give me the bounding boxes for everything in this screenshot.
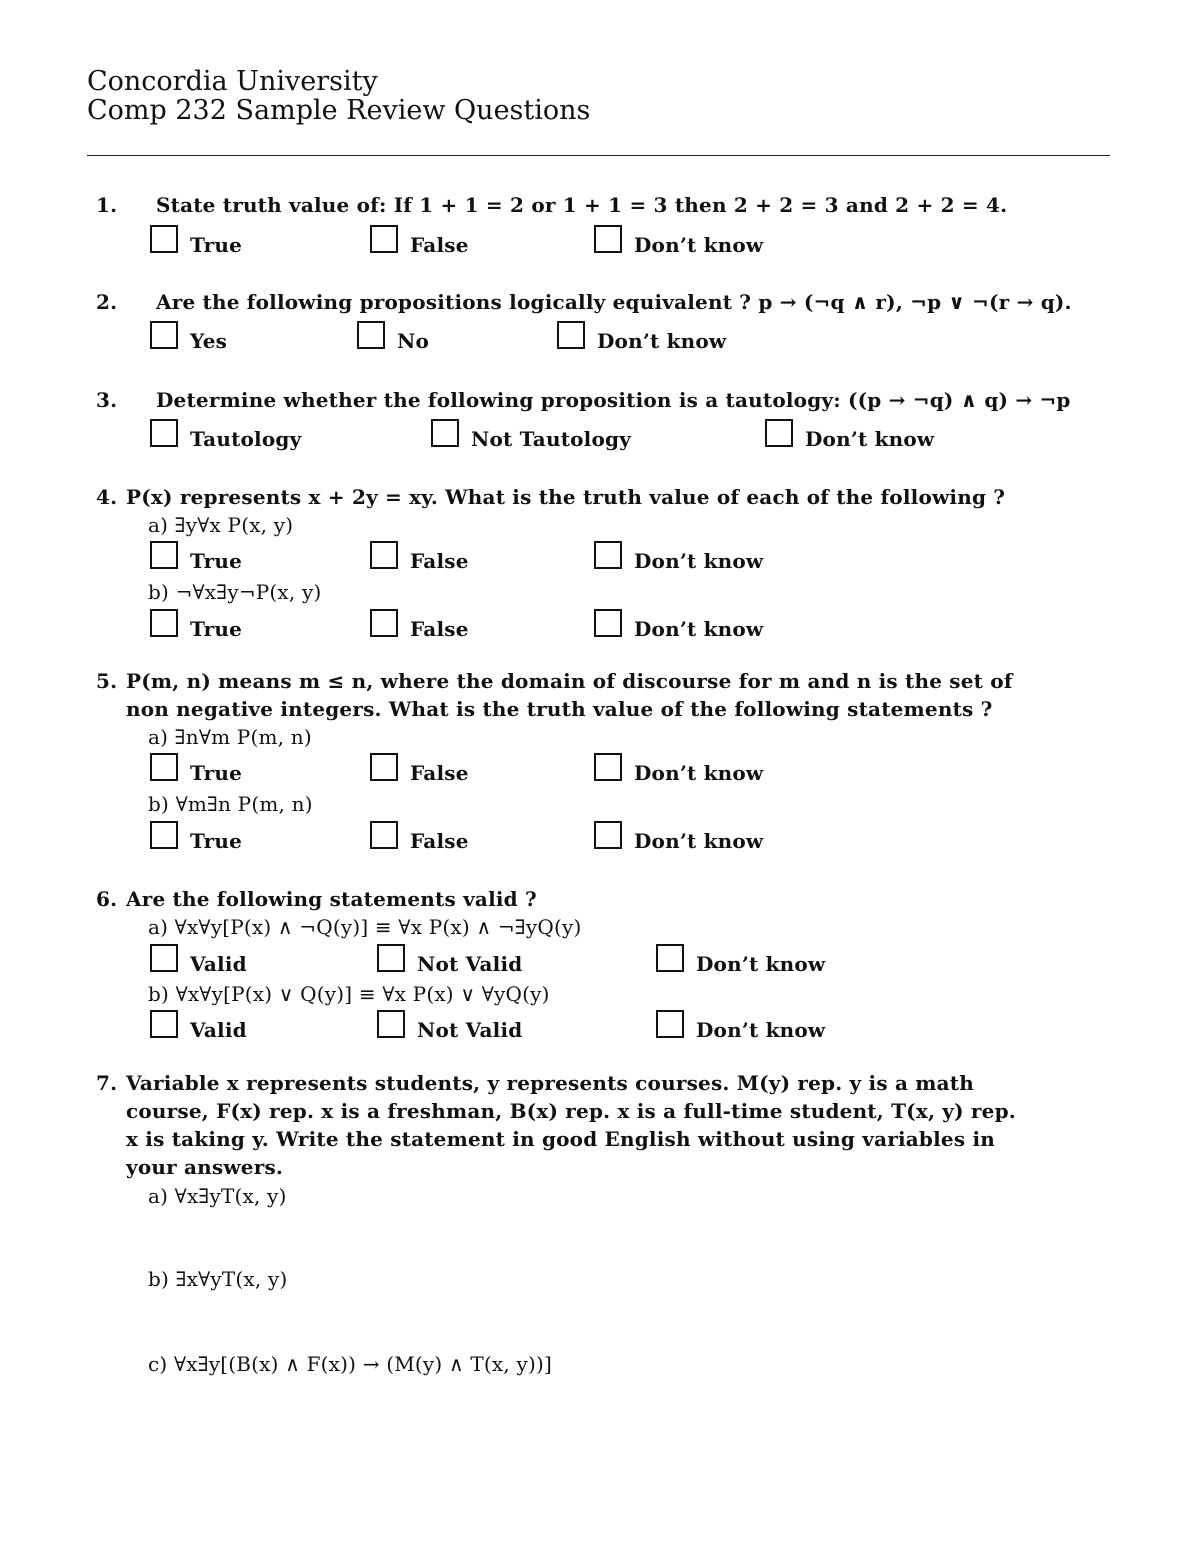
question-7-line-4: your answers. (126, 1155, 284, 1179)
document-title: Comp 232 Sample Review Questions (87, 95, 591, 126)
option-label: Don’t know (696, 952, 826, 976)
question-number: 6. (96, 887, 118, 911)
checkbox-square[interactable] (431, 419, 459, 447)
question-3 (96, 390, 1071, 410)
part-a-label: a) ∃y∀x P(x, y) (148, 513, 294, 537)
question-2 (96, 292, 1072, 312)
checkbox-square[interactable] (377, 1010, 405, 1038)
checkbox-square[interactable] (594, 541, 622, 569)
question-number: 2. (96, 290, 118, 314)
checkbox-square[interactable] (594, 609, 622, 637)
option-label: Yes (190, 329, 228, 353)
part-a-label: a) ∀x∃yT(x, y) (148, 1184, 287, 1208)
checkbox-square[interactable] (656, 944, 684, 972)
checkbox-square[interactable] (594, 753, 622, 781)
question-6 (96, 889, 537, 909)
part-b-label: b) ∃x∀yT(x, y) (148, 1267, 288, 1291)
part-b-label: b) ∀x∀y[P(x) ∨ Q(y)] ≡ ∀x P(x) ∨ ∀yQ(y) (148, 982, 550, 1006)
question-5-continued: non negative integers. What is the truth value of the following statements ? (126, 697, 993, 721)
checkbox-square[interactable] (370, 821, 398, 849)
question-text: Determine whether the following proposition is a tautology: ((p → ¬q) ∧ q) → ¬p (156, 388, 1071, 412)
part-a-label: a) ∀x∀y[P(x) ∧ ¬Q(y)] ≡ ∀x P(x) ∧ ¬∃yQ(y) (148, 915, 582, 939)
header-divider (87, 155, 1110, 156)
question-number: 7. (96, 1071, 118, 1095)
question-4 (96, 487, 1005, 507)
option-label: Don’t know (634, 233, 764, 257)
option-label: Don’t know (634, 761, 764, 785)
checkbox-square[interactable] (370, 541, 398, 569)
question-1 (96, 195, 1007, 215)
checkbox-square[interactable] (150, 225, 178, 253)
question-7-line-3: x is taking y. Write the statement in good English without using variables in (126, 1127, 995, 1151)
question-7 (96, 1073, 974, 1093)
checkbox-square[interactable] (557, 321, 585, 349)
option-label: Don’t know (696, 1018, 826, 1042)
checkbox-square[interactable] (370, 753, 398, 781)
option-label: Don’t know (634, 617, 764, 641)
option-label: True (190, 829, 243, 853)
option-label: Tautology (190, 427, 302, 451)
option-label: Don’t know (597, 329, 727, 353)
option-label: Don’t know (805, 427, 935, 451)
option-label: False (410, 233, 469, 257)
question-text: P(x) represents x + 2y = xy. What is the truth value of each of the following ? (126, 485, 1006, 509)
option-label: Don’t know (634, 829, 764, 853)
checkbox-square[interactable] (370, 225, 398, 253)
checkbox-square[interactable] (594, 821, 622, 849)
option-label: False (410, 549, 469, 573)
option-label: True (190, 233, 243, 257)
option-label: No (397, 329, 430, 353)
question-text-line-1: P(m, n) means m ≤ n, where the domain of discourse for m and n is the set of (126, 669, 1013, 693)
question-7-line-2: course, F(x) rep. x is a freshman, B(x) rep. x is a full-time student, T(x, y) rep. (126, 1099, 1016, 1123)
option-label: Valid (190, 1018, 247, 1042)
option-label: False (410, 829, 469, 853)
checkbox-square[interactable] (377, 944, 405, 972)
checkbox-square[interactable] (370, 609, 398, 637)
part-b-label: b) ∀m∃n P(m, n) (148, 792, 313, 816)
university-name: Concordia University (87, 66, 378, 97)
checkbox-square[interactable] (594, 225, 622, 253)
option-label: True (190, 549, 243, 573)
question-number: 3. (96, 388, 118, 412)
option-label: True (190, 761, 243, 785)
question-text: Are the following statements valid ? (126, 887, 537, 911)
checkbox-square[interactable] (150, 1010, 178, 1038)
checkbox-square[interactable] (150, 419, 178, 447)
checkbox-square[interactable] (357, 321, 385, 349)
checkbox-square[interactable] (150, 944, 178, 972)
question-number: 1. (96, 193, 118, 217)
question-number: 4. (96, 485, 118, 509)
part-c-label: c) ∀x∃y[(B(x) ∧ F(x)) → (M(y) ∧ T(x, y))] (148, 1352, 553, 1376)
checkbox-square[interactable] (150, 821, 178, 849)
checkbox-square[interactable] (765, 419, 793, 447)
option-label: False (410, 761, 469, 785)
part-a-label: a) ∃n∀m P(m, n) (148, 725, 312, 749)
option-label: Valid (190, 952, 247, 976)
option-label: Don’t know (634, 549, 764, 573)
question-text-line-1: Variable x represents students, y represents courses. M(y) rep. y is a math (126, 1071, 974, 1095)
checkbox-square[interactable] (150, 541, 178, 569)
option-label: Not Valid (417, 1018, 523, 1042)
checkbox-square[interactable] (150, 753, 178, 781)
option-label: False (410, 617, 469, 641)
option-label: Not Valid (417, 952, 523, 976)
question-5 (96, 671, 1013, 691)
question-number: 5. (96, 669, 118, 693)
question-text: Are the following propositions logically equivalent ? p → (¬q ∧ r), ¬p ∨ ¬(r → q). (156, 290, 1072, 314)
checkbox-square[interactable] (150, 609, 178, 637)
question-text: State truth value of: If 1 + 1 = 2 or 1 + 1 = 3 then 2 + 2 = 3 and 2 + 2 = 4. (156, 193, 1008, 217)
checkbox-square[interactable] (150, 321, 178, 349)
part-b-label: b) ¬∀x∃y¬P(x, y) (148, 580, 322, 604)
option-label: Not Tautology (471, 427, 632, 451)
checkbox-square[interactable] (656, 1010, 684, 1038)
option-label: True (190, 617, 243, 641)
